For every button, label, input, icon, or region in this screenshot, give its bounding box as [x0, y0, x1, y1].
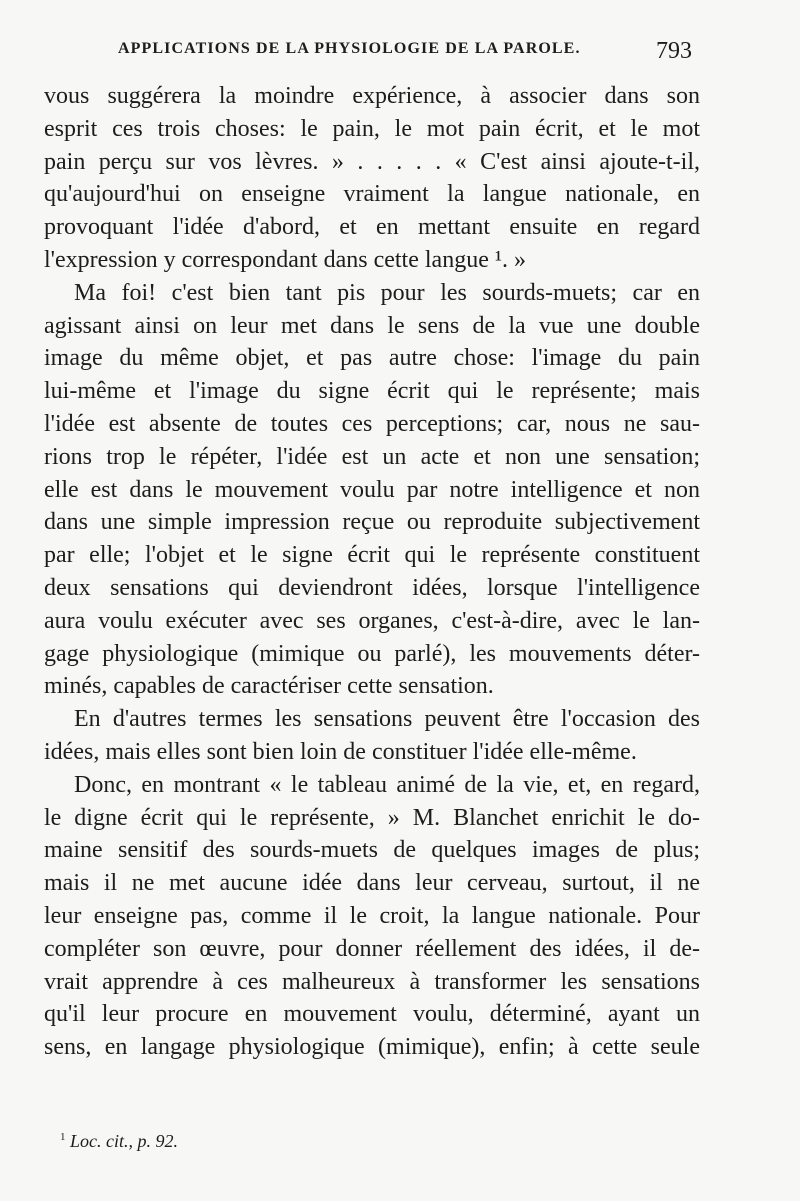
text-line: le digne écrit qui le représente, » M. Blanchet enrichit le do- [44, 804, 700, 831]
text-line: mais il ne met aucune idée dans leur cerveau, surtout, il ne [44, 870, 700, 897]
text-line: l'idée est absente de toutes ces perceptions; car, nous ne sau- [44, 410, 700, 437]
text-line: image du même objet, et pas autre chose: l'image du pain [44, 345, 700, 372]
page-number: 793 [656, 38, 692, 64]
text-line: sens, en langage physiologique (mimique), enfin; à cette seule [44, 1034, 700, 1061]
text-line: qu'aujourd'hui on enseigne vraiment la langue nationale, en [44, 181, 700, 208]
text-line: maine sensitif des sourds-muets de quelques images de plus; [44, 837, 700, 864]
text-line: compléter son œuvre, pour donner réellement des idées, il de- [44, 935, 700, 962]
body-text [44, 80, 700, 1064]
text-line: vous suggérera la moindre expérience, à associer dans son [44, 83, 700, 109]
text-line: lui-même et l'image du signe écrit qui le représente; mais [44, 378, 700, 405]
text-line: l'expression y correspondant dans cette langue ¹. » [44, 246, 527, 273]
text-line: provoquant l'idée d'abord, et en mettant ensuite en regard [44, 214, 700, 241]
running-title: APPLICATIONS DE LA PHYSIOLOGIE DE LA PAROLE. [118, 40, 581, 57]
text-line: minés, capables de caractériser cette sensation. [44, 673, 494, 700]
text-line: pain perçu sur vos lèvres. » . . . . . « C'est ainsi ajoute-t-il, [44, 148, 700, 175]
text-line: En d'autres termes les sensations peuvent être l'occasion des [74, 706, 700, 733]
text-line: idées, mais elles sont bien loin de constituer l'idée elle-même. [44, 738, 637, 765]
text-line: Ma foi! c'est bien tant pis pour les sourds-muets; car en [74, 279, 700, 306]
text-line: deux sensations qui deviendront idées, lorsque l'intelligence [44, 574, 700, 601]
footnote-marker: 1 [60, 1131, 66, 1143]
footnote-citation: Loc. cit., p. 92. [70, 1131, 178, 1151]
text-line: qu'il leur procure en mouvement voulu, déterminé, ayant un [44, 1001, 700, 1028]
text-line: Donc, en montrant « le tableau animé de la vie, et, en regard, [74, 771, 700, 798]
text-line: agissant ainsi on leur met dans le sens de la vue une double [44, 312, 700, 339]
text-line: esprit ces trois choses: le pain, le mot pain écrit, et le mot [44, 115, 700, 142]
text-line: gage physiologique (mimique ou parlé), les mouvements déter- [44, 640, 700, 667]
text-line: par elle; l'objet et le signe écrit qui le représente constituent [44, 542, 700, 569]
text-line: vrait apprendre à ces malheureux à transformer les sensations [44, 968, 700, 995]
text-line: dans une simple impression reçue ou reproduite subjectivement [44, 509, 700, 536]
footnote [60, 1131, 178, 1152]
text-line: rions trop le répéter, l'idée est un acte et non une sensation; [44, 443, 700, 470]
text-line: aura voulu exécuter avec ses organes, c'est-à-dire, avec le lan- [44, 607, 700, 634]
text-line: elle est dans le mouvement voulu par notre intelligence et non [44, 476, 700, 503]
text-line: leur enseigne pas, comme il le croit, la langue nationale. Pour [44, 902, 700, 929]
